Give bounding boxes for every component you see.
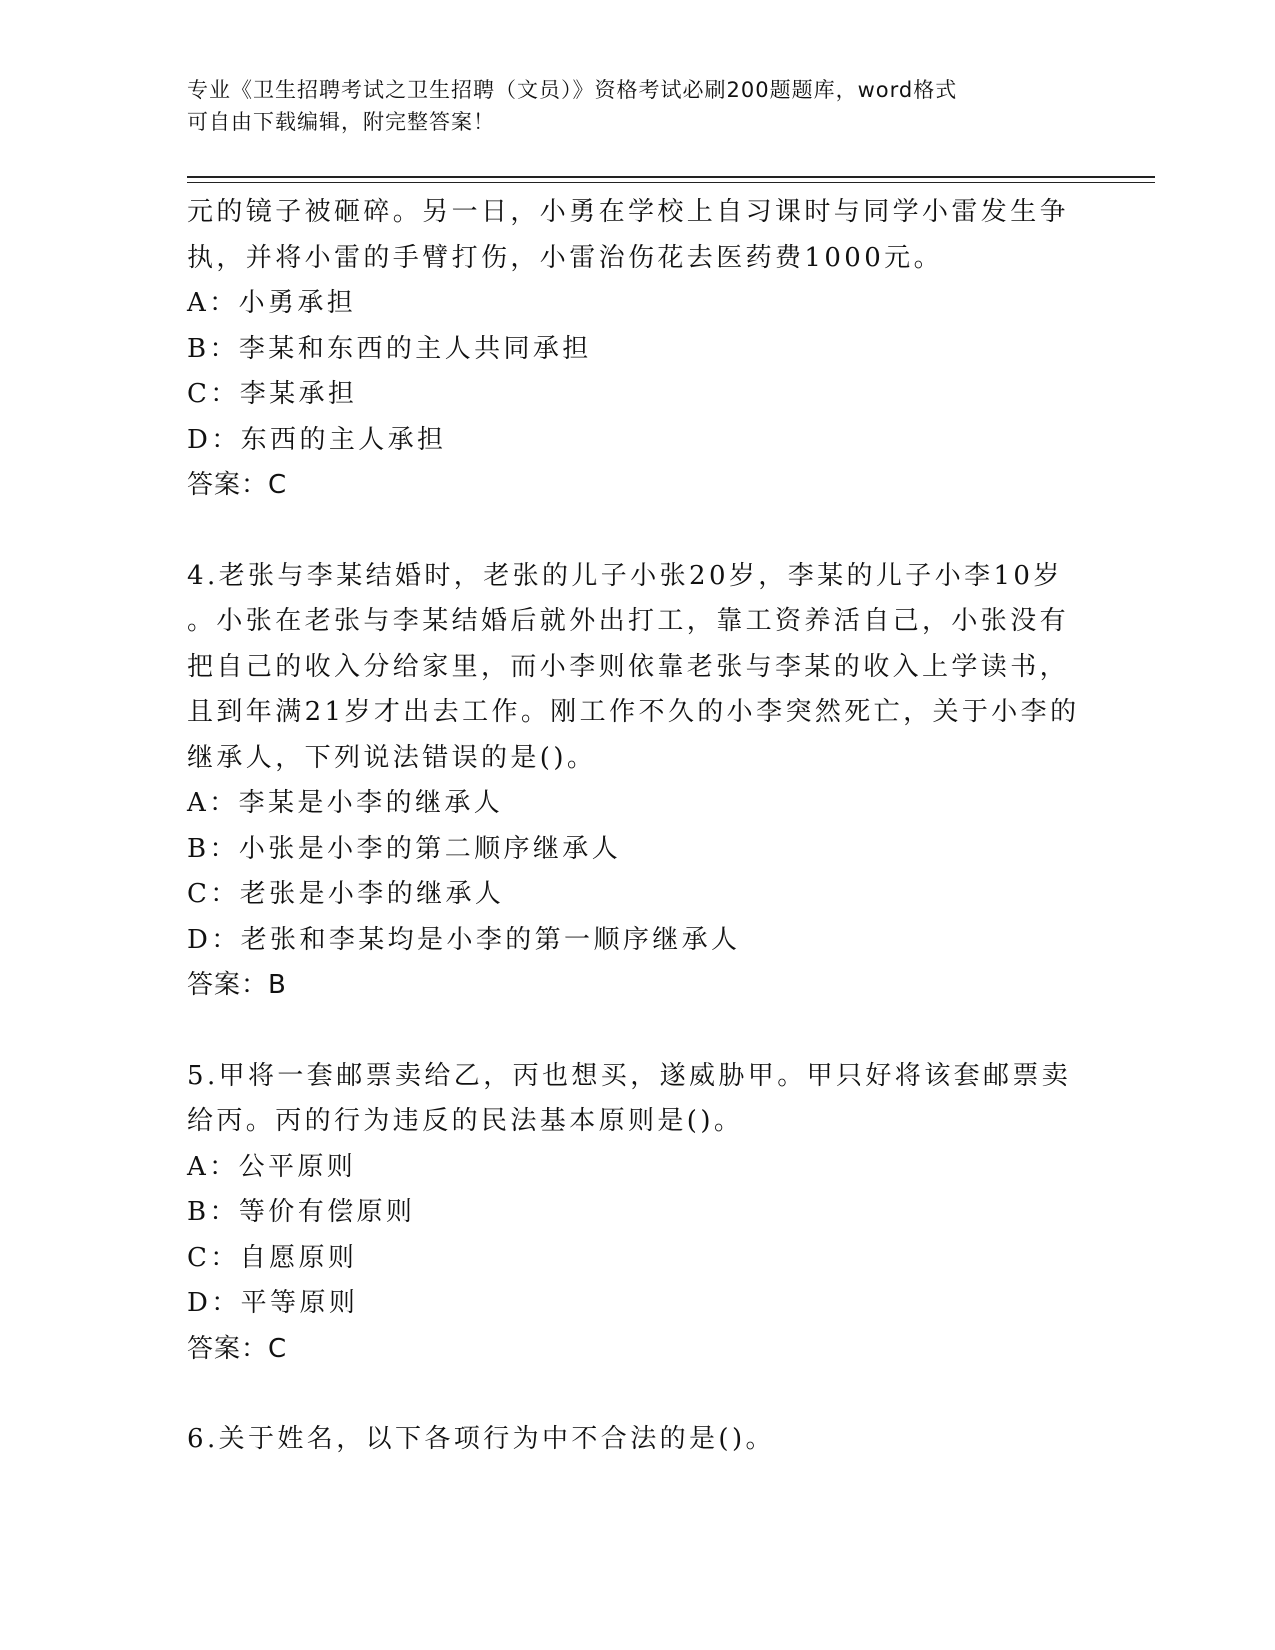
question-text-line: 执，并将小雷的手臂打伤，小雷治伤花去医药费1000元。 <box>187 242 943 273</box>
option-d: D：老张和李某均是小李的第一顺序继承人 <box>187 924 741 955</box>
question-spacer <box>187 509 1087 554</box>
option-c: C：自愿原则 <box>187 1242 358 1273</box>
option-d: D：东西的主人承担 <box>187 424 447 455</box>
question-4 <box>187 554 1087 1009</box>
option-c: C：李某承担 <box>187 379 358 409</box>
question-3-continued <box>187 190 1087 509</box>
question-text-line: 6.关于姓名，以下各项行为中不合法的是()。 <box>187 1424 775 1454</box>
question-text-line: 4.老张与李某结婚时，老张的儿子小张20岁，李某的儿子小李10岁 <box>187 560 1063 591</box>
question-text-line: 把自己的收入分给家里，而小李则依靠老张与李某的收入上学读书， <box>187 651 1070 682</box>
question-spacer <box>187 1009 1087 1054</box>
question-spacer <box>187 1372 1087 1417</box>
question-text-line: 且到年满21岁才出去工作。刚工作不久的小李突然死亡，关于小李的 <box>187 697 1080 727</box>
answer-line: 答案：C <box>187 1333 288 1364</box>
question-list <box>187 190 1087 1463</box>
question-text-line: 元的镜子被砸碎。另一日，小勇在学校上自习课时与同学小雷发生争 <box>187 197 1070 227</box>
option-a: A：李某是小李的继承人 <box>187 788 504 818</box>
option-a: A：小勇承担 <box>187 288 357 318</box>
question-text-line: 继承人，下列说法错误的是()。 <box>187 742 597 773</box>
header-divider-thin <box>187 182 1155 183</box>
option-b: B：小张是小李的第二顺序继承人 <box>187 833 622 864</box>
option-a: A：公平原则 <box>187 1151 357 1182</box>
question-text-line: 。小张在老张与李某结婚后就外出打工，靠工资养活自己，小张没有 <box>187 606 1070 636</box>
header-divider-thick <box>187 176 1155 178</box>
question-text-line: 给丙。丙的行为违反的民法基本原则是()。 <box>187 1106 744 1136</box>
header-line-2: 可自由下载编辑，附完整答案！ <box>187 110 495 134</box>
document-header <box>187 74 1067 138</box>
question-5 <box>187 1054 1087 1373</box>
option-d: D：平等原则 <box>187 1288 359 1318</box>
header-line-1: 专业《卫生招聘考试之卫生招聘（文员）》资格考试必刷200题题库，word格式 <box>187 78 958 102</box>
option-c: C：老张是小李的继承人 <box>187 879 505 909</box>
option-b: B：李某和东西的主人共同承担 <box>187 333 592 364</box>
answer-line: 答案：B <box>187 970 287 1000</box>
answer-line: 答案：C <box>187 470 288 500</box>
option-b: B：等价有偿原则 <box>187 1197 416 1227</box>
question-text-line: 5.甲将一套邮票卖给乙，丙也想买，遂威胁甲。甲只好将该套邮票卖 <box>187 1060 1072 1091</box>
question-6 <box>187 1417 1087 1463</box>
